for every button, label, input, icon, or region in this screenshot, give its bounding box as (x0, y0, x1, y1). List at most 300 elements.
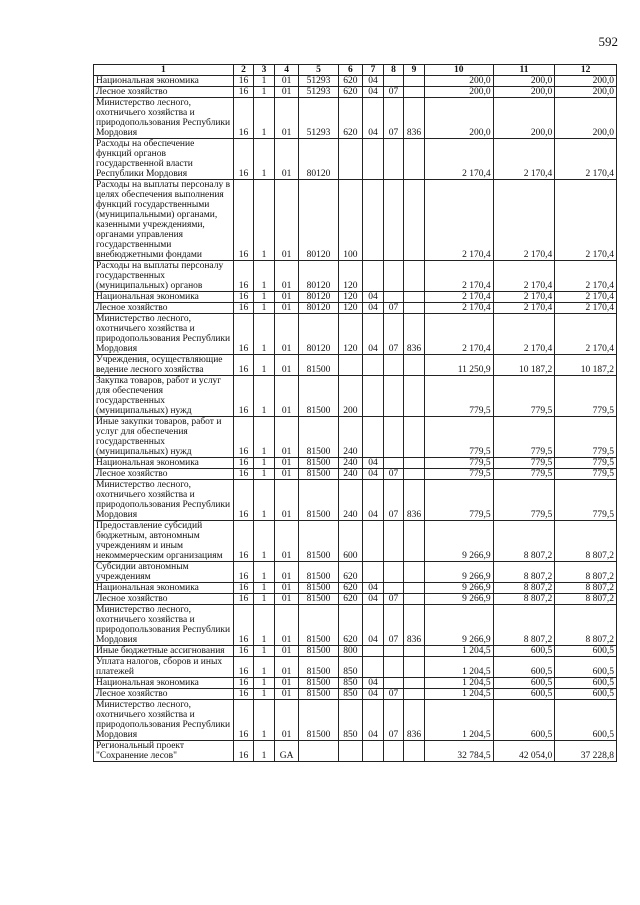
table-row (94, 562, 617, 583)
cell-section (363, 521, 384, 562)
cell-subsection (383, 521, 404, 562)
column-header-3: 3 (254, 65, 275, 76)
cell-expense-type: 850 (338, 700, 363, 741)
cell-ministry: 836 (404, 480, 425, 521)
cell-sub: 1 (254, 292, 275, 303)
column-header-9: 9 (404, 65, 425, 76)
cell-name: Расходы на обеспечение функций органов государственной власти Республики Мордовия (94, 139, 234, 180)
cell-sub: 1 (254, 594, 275, 605)
cell-direction: 80120 (299, 292, 338, 303)
cell-value-2021: 779,5 (424, 480, 493, 521)
cell-expense-type: 100 (338, 180, 363, 261)
cell-subsection: 07 (383, 594, 404, 605)
cell-ministry (404, 741, 425, 762)
table-row (94, 292, 617, 303)
cell-name: Лесное хозяйство (94, 689, 234, 700)
cell-gp: 16 (233, 314, 254, 355)
cell-expense-type: 120 (338, 261, 363, 292)
cell-section: 04 (363, 700, 384, 741)
cell-name: Национальная экономика (94, 458, 234, 469)
cell-gp: 16 (233, 87, 254, 98)
cell-expense-type: 240 (338, 417, 363, 458)
cell-sub: 1 (254, 657, 275, 678)
cell-direction: 81500 (299, 469, 338, 480)
cell-value-2023: 779,5 (555, 458, 617, 469)
cell-value-2023: 779,5 (555, 417, 617, 458)
cell-program: 01 (274, 469, 299, 480)
cell-value-2023: 37 228,8 (555, 741, 617, 762)
table-row (94, 689, 617, 700)
cell-name: Лесное хозяйство (94, 469, 234, 480)
cell-name: Расходы на выплаты персоналу в целях обеспечения выполнения функций государственными (муниципальными) органами, казенными учреждениями, органами управления государственными внебюджетными фондами (94, 180, 234, 261)
column-header-2: 2 (233, 65, 254, 76)
cell-value-2022: 8 807,2 (493, 594, 555, 605)
cell-gp: 16 (233, 562, 254, 583)
cell-subsection: 07 (383, 87, 404, 98)
cell-direction: 51293 (299, 87, 338, 98)
cell-direction: 80120 (299, 314, 338, 355)
cell-program: 01 (274, 521, 299, 562)
cell-section: 04 (363, 480, 384, 521)
cell-section: 04 (363, 76, 384, 87)
cell-value-2023: 200,0 (555, 87, 617, 98)
cell-value-2023: 8 807,2 (555, 562, 617, 583)
cell-expense-type: 240 (338, 458, 363, 469)
table-row (94, 521, 617, 562)
cell-gp: 16 (233, 292, 254, 303)
cell-subsection (383, 678, 404, 689)
cell-sub: 1 (254, 139, 275, 180)
cell-sub: 1 (254, 521, 275, 562)
cell-expense-type: 620 (338, 594, 363, 605)
cell-value-2022: 8 807,2 (493, 521, 555, 562)
cell-gp: 16 (233, 76, 254, 87)
cell-ministry (404, 469, 425, 480)
cell-ministry (404, 303, 425, 314)
table-row (94, 261, 617, 292)
cell-program: 01 (274, 657, 299, 678)
cell-gp: 16 (233, 469, 254, 480)
cell-direction: 80120 (299, 139, 338, 180)
cell-program: GA (274, 741, 299, 762)
column-header-7: 7 (363, 65, 384, 76)
cell-value-2023: 779,5 (555, 376, 617, 417)
column-header-4: 4 (274, 65, 299, 76)
cell-name: Лесное хозяйство (94, 303, 234, 314)
cell-subsection: 07 (383, 480, 404, 521)
table-row (94, 355, 617, 376)
table-row (94, 469, 617, 480)
cell-name: Министерство лесного, охотничьего хозяйства и природопользования Республики Мордовия (94, 700, 234, 741)
cell-gp: 16 (233, 657, 254, 678)
cell-value-2022: 10 187,2 (493, 355, 555, 376)
cell-program: 01 (274, 605, 299, 646)
cell-direction (299, 741, 338, 762)
cell-direction: 81500 (299, 646, 338, 657)
cell-ministry (404, 292, 425, 303)
cell-ministry (404, 139, 425, 180)
table-row (94, 87, 617, 98)
cell-section: 04 (363, 469, 384, 480)
table-row (94, 376, 617, 417)
cell-direction: 81500 (299, 417, 338, 458)
cell-direction: 81500 (299, 689, 338, 700)
cell-direction: 81500 (299, 605, 338, 646)
table-row (94, 314, 617, 355)
cell-subsection: 07 (383, 689, 404, 700)
cell-name: Министерство лесного, охотничьего хозяйства и природопользования Республики Мордовия (94, 480, 234, 521)
cell-value-2021: 2 170,4 (424, 180, 493, 261)
cell-program: 01 (274, 355, 299, 376)
cell-value-2022: 200,0 (493, 98, 555, 139)
cell-program: 01 (274, 480, 299, 521)
cell-subsection: 07 (383, 469, 404, 480)
cell-direction: 81500 (299, 562, 338, 583)
table-body (94, 76, 617, 762)
cell-direction: 51293 (299, 98, 338, 139)
cell-direction: 81500 (299, 678, 338, 689)
cell-expense-type: 620 (338, 87, 363, 98)
cell-sub: 1 (254, 458, 275, 469)
cell-value-2022: 600,5 (493, 646, 555, 657)
cell-program: 01 (274, 76, 299, 87)
cell-name: Иные закупки товаров, работ и услуг для обеспечения государственных (муниципальных) нужд (94, 417, 234, 458)
cell-value-2023: 200,0 (555, 98, 617, 139)
cell-section (363, 180, 384, 261)
cell-expense-type: 200 (338, 376, 363, 417)
cell-value-2023: 2 170,4 (555, 314, 617, 355)
cell-name: Иные бюджетные ассигнования (94, 646, 234, 657)
table-row (94, 417, 617, 458)
cell-value-2021: 2 170,4 (424, 261, 493, 292)
table-row (94, 700, 617, 741)
cell-value-2023: 600,5 (555, 689, 617, 700)
cell-name: Лесное хозяйство (94, 87, 234, 98)
cell-sub: 1 (254, 355, 275, 376)
cell-value-2021: 32 784,5 (424, 741, 493, 762)
cell-program: 01 (274, 689, 299, 700)
cell-name: Национальная экономика (94, 678, 234, 689)
cell-program: 01 (274, 417, 299, 458)
cell-expense-type (338, 139, 363, 180)
cell-direction: 81500 (299, 657, 338, 678)
cell-section: 04 (363, 458, 384, 469)
column-header-11: 11 (493, 65, 555, 76)
cell-value-2023: 8 807,2 (555, 583, 617, 594)
cell-subsection (383, 76, 404, 87)
cell-program: 01 (274, 180, 299, 261)
cell-gp: 16 (233, 480, 254, 521)
cell-value-2023: 600,5 (555, 646, 617, 657)
cell-value-2022: 2 170,4 (493, 139, 555, 180)
cell-subsection (383, 180, 404, 261)
cell-expense-type: 240 (338, 469, 363, 480)
cell-expense-type: 620 (338, 605, 363, 646)
cell-value-2021: 200,0 (424, 98, 493, 139)
cell-sub: 1 (254, 646, 275, 657)
cell-value-2021: 11 250,9 (424, 355, 493, 376)
cell-value-2022: 2 170,4 (493, 261, 555, 292)
cell-direction: 81500 (299, 521, 338, 562)
cell-program: 01 (274, 700, 299, 741)
cell-value-2022: 779,5 (493, 376, 555, 417)
cell-value-2021: 2 170,4 (424, 292, 493, 303)
cell-section: 04 (363, 303, 384, 314)
cell-value-2023: 8 807,2 (555, 521, 617, 562)
cell-ministry (404, 562, 425, 583)
cell-subsection: 07 (383, 700, 404, 741)
cell-name: Национальная экономика (94, 292, 234, 303)
cell-value-2022: 600,5 (493, 700, 555, 741)
cell-sub: 1 (254, 469, 275, 480)
cell-expense-type (338, 355, 363, 376)
cell-ministry (404, 689, 425, 700)
cell-section: 04 (363, 678, 384, 689)
cell-section: 04 (363, 605, 384, 646)
cell-sub: 1 (254, 303, 275, 314)
cell-name: Министерство лесного, охотничьего хозяйства и природопользования Республики Мордовия (94, 314, 234, 355)
cell-subsection (383, 139, 404, 180)
cell-ministry (404, 355, 425, 376)
cell-ministry (404, 657, 425, 678)
cell-program: 01 (274, 261, 299, 292)
cell-name: Министерство лесного, охотничьего хозяйства и природопользования Республики Мордовия (94, 98, 234, 139)
cell-sub: 1 (254, 583, 275, 594)
cell-value-2022: 779,5 (493, 480, 555, 521)
cell-value-2022: 2 170,4 (493, 303, 555, 314)
cell-value-2023: 600,5 (555, 700, 617, 741)
cell-expense-type: 620 (338, 562, 363, 583)
cell-ministry (404, 76, 425, 87)
cell-direction: 51293 (299, 76, 338, 87)
column-header-6: 6 (338, 65, 363, 76)
table-row (94, 98, 617, 139)
cell-gp: 16 (233, 646, 254, 657)
cell-value-2021: 1 204,5 (424, 678, 493, 689)
cell-program: 01 (274, 458, 299, 469)
cell-section (363, 376, 384, 417)
cell-value-2021: 9 266,9 (424, 594, 493, 605)
cell-subsection (383, 261, 404, 292)
table-row (94, 139, 617, 180)
cell-section: 04 (363, 292, 384, 303)
cell-subsection (383, 741, 404, 762)
cell-direction: 81500 (299, 700, 338, 741)
cell-value-2023: 2 170,4 (555, 303, 617, 314)
cell-section (363, 139, 384, 180)
cell-gp: 16 (233, 417, 254, 458)
cell-ministry (404, 583, 425, 594)
cell-expense-type: 850 (338, 657, 363, 678)
cell-value-2023: 600,5 (555, 678, 617, 689)
cell-section: 04 (363, 98, 384, 139)
table-row (94, 646, 617, 657)
cell-sub: 1 (254, 678, 275, 689)
cell-sub: 1 (254, 562, 275, 583)
cell-sub: 1 (254, 314, 275, 355)
cell-program: 01 (274, 303, 299, 314)
cell-sub: 1 (254, 76, 275, 87)
table-row (94, 458, 617, 469)
cell-ministry (404, 678, 425, 689)
cell-sub: 1 (254, 261, 275, 292)
cell-gp: 16 (233, 689, 254, 700)
cell-sub: 1 (254, 700, 275, 741)
cell-name: Региональный проект "Сохранение лесов" (94, 741, 234, 762)
cell-ministry: 836 (404, 605, 425, 646)
cell-section (363, 646, 384, 657)
cell-program: 01 (274, 314, 299, 355)
cell-name: Учреждения, осуществляющие ведение лесного хозяйства (94, 355, 234, 376)
cell-value-2023: 2 170,4 (555, 180, 617, 261)
cell-ministry (404, 180, 425, 261)
cell-sub: 1 (254, 480, 275, 521)
cell-ministry (404, 594, 425, 605)
cell-section: 04 (363, 314, 384, 355)
cell-sub: 1 (254, 605, 275, 646)
cell-value-2022: 600,5 (493, 689, 555, 700)
cell-gp: 16 (233, 303, 254, 314)
cell-expense-type: 850 (338, 689, 363, 700)
cell-value-2022: 600,5 (493, 678, 555, 689)
cell-section: 04 (363, 689, 384, 700)
cell-ministry (404, 261, 425, 292)
cell-section: 04 (363, 87, 384, 98)
cell-expense-type: 120 (338, 292, 363, 303)
cell-value-2021: 1 204,5 (424, 646, 493, 657)
cell-value-2023: 10 187,2 (555, 355, 617, 376)
cell-section: 04 (363, 583, 384, 594)
cell-subsection: 07 (383, 303, 404, 314)
cell-gp: 16 (233, 605, 254, 646)
column-header-5: 5 (299, 65, 338, 76)
table-row (94, 583, 617, 594)
cell-program: 01 (274, 583, 299, 594)
cell-program: 01 (274, 594, 299, 605)
cell-value-2022: 200,0 (493, 76, 555, 87)
cell-direction: 81500 (299, 355, 338, 376)
cell-value-2023: 8 807,2 (555, 594, 617, 605)
cell-value-2023: 8 807,2 (555, 605, 617, 646)
cell-expense-type: 620 (338, 98, 363, 139)
cell-ministry (404, 376, 425, 417)
cell-ministry (404, 458, 425, 469)
cell-expense-type: 620 (338, 76, 363, 87)
cell-subsection: 07 (383, 98, 404, 139)
cell-value-2023: 779,5 (555, 469, 617, 480)
cell-expense-type: 600 (338, 521, 363, 562)
cell-subsection (383, 458, 404, 469)
cell-gp: 16 (233, 355, 254, 376)
cell-program: 01 (274, 562, 299, 583)
cell-subsection: 07 (383, 605, 404, 646)
cell-value-2022: 600,5 (493, 657, 555, 678)
cell-value-2021: 1 204,5 (424, 657, 493, 678)
table-row (94, 657, 617, 678)
cell-value-2021: 2 170,4 (424, 314, 493, 355)
cell-direction: 81500 (299, 376, 338, 417)
cell-subsection (383, 376, 404, 417)
cell-name: Уплата налогов, сборов и иных платежей (94, 657, 234, 678)
cell-ministry: 836 (404, 700, 425, 741)
column-header-8: 8 (383, 65, 404, 76)
cell-direction: 80120 (299, 180, 338, 261)
cell-value-2022: 779,5 (493, 469, 555, 480)
cell-sub: 1 (254, 87, 275, 98)
cell-program: 01 (274, 376, 299, 417)
cell-name: Предоставление субсидий бюджетным, автономным учреждениям и иным некоммерческим организациям (94, 521, 234, 562)
cell-ministry (404, 521, 425, 562)
table-header-row (94, 65, 617, 76)
cell-value-2023: 200,0 (555, 76, 617, 87)
cell-expense-type: 850 (338, 678, 363, 689)
cell-value-2021: 2 170,4 (424, 303, 493, 314)
cell-direction: 81500 (299, 594, 338, 605)
column-header-12: 12 (555, 65, 617, 76)
cell-program: 01 (274, 678, 299, 689)
column-header-10: 10 (424, 65, 493, 76)
cell-expense-type: 620 (338, 583, 363, 594)
cell-sub: 1 (254, 376, 275, 417)
table-row (94, 605, 617, 646)
cell-section (363, 741, 384, 762)
cell-expense-type: 800 (338, 646, 363, 657)
cell-program: 01 (274, 87, 299, 98)
cell-program: 01 (274, 139, 299, 180)
cell-value-2023: 2 170,4 (555, 292, 617, 303)
cell-section (363, 562, 384, 583)
cell-gp: 16 (233, 583, 254, 594)
cell-gp: 16 (233, 678, 254, 689)
table-row (94, 76, 617, 87)
cell-subsection: 07 (383, 314, 404, 355)
cell-name: Субсидии автономным учреждениям (94, 562, 234, 583)
cell-value-2021: 2 170,4 (424, 139, 493, 180)
cell-subsection (383, 417, 404, 458)
cell-value-2021: 9 266,9 (424, 583, 493, 594)
cell-ministry (404, 417, 425, 458)
cell-value-2021: 9 266,9 (424, 562, 493, 583)
cell-ministry: 836 (404, 98, 425, 139)
cell-value-2023: 600,5 (555, 657, 617, 678)
cell-value-2022: 42 054,0 (493, 741, 555, 762)
cell-value-2021: 1 204,5 (424, 700, 493, 741)
cell-subsection (383, 583, 404, 594)
cell-sub: 1 (254, 98, 275, 139)
cell-gp: 16 (233, 180, 254, 261)
cell-value-2021: 1 204,5 (424, 689, 493, 700)
cell-value-2021: 779,5 (424, 417, 493, 458)
cell-value-2022: 8 807,2 (493, 562, 555, 583)
cell-value-2022: 2 170,4 (493, 314, 555, 355)
cell-program: 01 (274, 292, 299, 303)
cell-name: Министерство лесного, охотничьего хозяйства и природопользования Республики Мордовия (94, 605, 234, 646)
cell-subsection (383, 657, 404, 678)
cell-direction: 81500 (299, 583, 338, 594)
cell-name: Лесное хозяйство (94, 594, 234, 605)
cell-value-2021: 200,0 (424, 87, 493, 98)
cell-sub: 1 (254, 417, 275, 458)
cell-subsection (383, 292, 404, 303)
cell-direction: 80120 (299, 261, 338, 292)
cell-name: Закупка товаров, работ и услуг для обеспечения государственных (муниципальных) нужд (94, 376, 234, 417)
cell-direction: 81500 (299, 458, 338, 469)
cell-section: 04 (363, 594, 384, 605)
cell-value-2021: 9 266,9 (424, 605, 493, 646)
cell-value-2021: 779,5 (424, 469, 493, 480)
cell-value-2021: 9 266,9 (424, 521, 493, 562)
cell-gp: 16 (233, 521, 254, 562)
